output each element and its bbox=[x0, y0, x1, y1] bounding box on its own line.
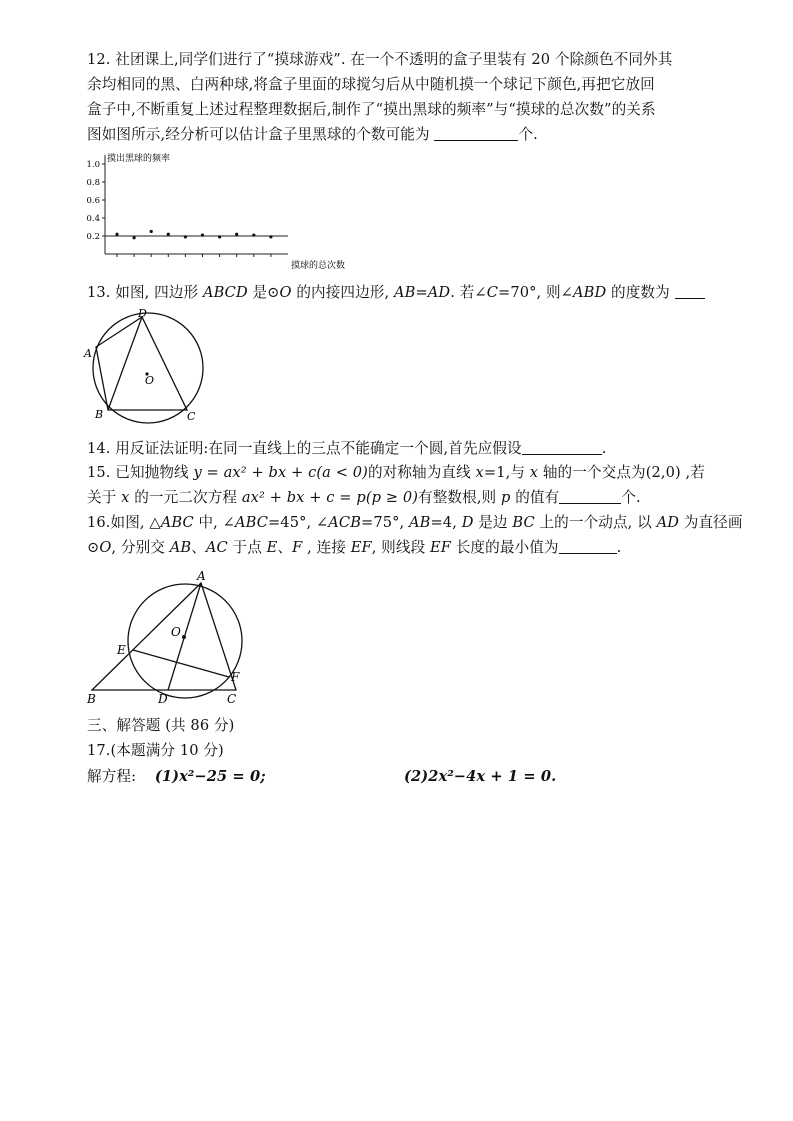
q16-l2f: , 连接 bbox=[302, 539, 351, 556]
quad-abcd bbox=[96, 317, 187, 410]
q13-mid2: 的内接四边形, bbox=[291, 284, 394, 301]
q13-abd: ABD bbox=[573, 284, 607, 301]
label-d-16: D bbox=[158, 692, 168, 706]
q16-ab: AB bbox=[409, 514, 431, 531]
q13-abcd: ABCD bbox=[202, 284, 248, 301]
q13-suffix: 的度数为 bbox=[606, 284, 675, 301]
y-tick-label: 1.0 bbox=[86, 160, 100, 170]
q12-line1: 12. 社团课上,同学们进行了“摸球游戏”. 在一个不透明的盒子里装有 20 个除颜色不同外其 bbox=[87, 51, 673, 68]
q15-l2e: 个. bbox=[621, 489, 641, 506]
label-b-16: B bbox=[87, 692, 96, 706]
q12-line2: 余均相同的黑、白两种球,将盒子里面的球搅匀后从中随机摸一个球记下颜色,再把它放回 bbox=[87, 76, 655, 93]
q15-line2 bbox=[87, 488, 641, 508]
q16-p1: 16.如图, △ bbox=[87, 514, 161, 531]
q16-end: . bbox=[616, 539, 622, 556]
triangle-abc bbox=[92, 583, 236, 690]
data-point bbox=[167, 233, 170, 236]
section-3-heading: 三、解答题 (共 86 分) bbox=[87, 717, 235, 734]
q13-mid4: =70°, 则∠ bbox=[498, 284, 573, 301]
q15-p1: 15. 已知抛物线 bbox=[87, 464, 194, 481]
q13-line bbox=[87, 283, 705, 303]
data-point bbox=[133, 236, 136, 239]
q12-line4-text: 图如图所示,经分析可以估计盒子里黑球的个数可能为 bbox=[87, 126, 435, 143]
chart-ylabel: 摸出黑球的频率 bbox=[107, 154, 171, 164]
q16-abc2: ABC bbox=[234, 514, 268, 531]
q14-text: 14. 用反证法证明:在同一直线上的三点不能确定一个圆,首先应假设 bbox=[87, 440, 522, 457]
figure-16-triangle bbox=[84, 568, 284, 708]
data-point bbox=[150, 230, 153, 233]
q17-equations bbox=[87, 767, 687, 787]
q16-ad: AD bbox=[656, 514, 680, 531]
q16-ab2: AB bbox=[169, 539, 192, 556]
chart-y-ticks bbox=[86, 160, 270, 257]
q15-x2: x bbox=[529, 464, 539, 481]
q14-end: . bbox=[601, 440, 607, 457]
label-c: C bbox=[187, 410, 196, 423]
label-o-16: O bbox=[171, 625, 181, 639]
data-point bbox=[184, 235, 187, 238]
q12-line4 bbox=[87, 125, 538, 145]
data-point bbox=[115, 233, 118, 236]
q16-l2c: 、 bbox=[191, 539, 206, 556]
q17-label: 解方程: bbox=[87, 768, 137, 785]
answer-blank-15[interactable] bbox=[559, 489, 621, 504]
q16-line2 bbox=[87, 538, 621, 558]
q17-header: 17.(本题满分 10 分) bbox=[87, 742, 224, 759]
data-point bbox=[252, 234, 255, 237]
figure-13-circle bbox=[82, 304, 222, 424]
q14-line bbox=[87, 439, 607, 459]
q16-line1 bbox=[87, 513, 743, 533]
q15-eq2: ax² + bx + c = p(p ≥ 0) bbox=[241, 489, 419, 506]
q16-d: D bbox=[461, 514, 474, 531]
q12-line4-end: 个. bbox=[518, 126, 538, 143]
q17-eq2: (2)2x²−4x + 1 = 0. bbox=[404, 768, 557, 785]
data-point bbox=[269, 235, 272, 238]
label-o: O bbox=[145, 374, 155, 387]
q13-cond: AB=AD bbox=[393, 284, 451, 301]
y-tick-label: 0.8 bbox=[86, 178, 100, 188]
q17-eq1: (1)x²−25 = 0; bbox=[154, 768, 266, 785]
q15-line1 bbox=[87, 463, 705, 483]
data-point bbox=[218, 235, 221, 238]
q16-ac: AC bbox=[205, 539, 228, 556]
q15-l2b: 的一元二次方程 bbox=[129, 489, 242, 506]
q16-l2e: 、 bbox=[277, 539, 293, 556]
q15-p3: =1,与 bbox=[483, 464, 530, 481]
y-tick-label: 0.6 bbox=[86, 196, 100, 206]
answer-blank-13[interactable] bbox=[675, 284, 705, 299]
answer-blank-16[interactable] bbox=[559, 539, 617, 554]
label-f-16: F bbox=[231, 670, 240, 684]
frequency-chart bbox=[80, 150, 380, 275]
q16-e: E bbox=[266, 539, 278, 556]
q16-abc: ABC bbox=[160, 514, 194, 531]
q16-l2a: ⊙ bbox=[87, 539, 100, 556]
q16-p2: 中, ∠ bbox=[193, 514, 235, 531]
q13-o: O bbox=[279, 284, 292, 301]
q16-p6: 是边 bbox=[473, 514, 513, 531]
q13-c: C bbox=[486, 284, 498, 301]
q15-eq1: y = ax² + bx + c(a < 0) bbox=[193, 464, 368, 481]
q16-o: O bbox=[99, 539, 112, 556]
q16-l2g: , 则线段 bbox=[371, 539, 431, 556]
segment-ef bbox=[133, 650, 229, 677]
chart-points bbox=[115, 230, 272, 240]
q16-f: F bbox=[292, 539, 303, 556]
q15-p4: 轴的一个交点为(2,0) ,若 bbox=[538, 464, 705, 481]
q15-x: x bbox=[475, 464, 484, 481]
q16-acb: ACB bbox=[328, 514, 362, 531]
q15-l2d: 的值有 bbox=[510, 489, 560, 506]
label-e-16: E bbox=[117, 643, 126, 657]
q15-l2a: 关于 bbox=[87, 489, 122, 506]
center-o-dot-16 bbox=[182, 635, 186, 639]
label-c-16: C bbox=[227, 692, 237, 706]
segment-bd bbox=[108, 317, 142, 410]
q13-prefix: 13. 如图, 四边形 bbox=[87, 284, 203, 301]
chart-xlabel: 摸球的总次数 bbox=[291, 261, 346, 271]
q15-x3: x bbox=[121, 489, 130, 506]
data-point bbox=[235, 233, 238, 236]
q15-l2c: 有整数根,则 bbox=[418, 489, 501, 506]
q13-mid1: 是⊙ bbox=[247, 284, 280, 301]
circle-o-16 bbox=[128, 584, 242, 698]
label-b: B bbox=[95, 408, 104, 421]
label-d: D bbox=[138, 307, 147, 320]
y-tick-label: 0.2 bbox=[86, 232, 100, 242]
q16-bc: BC bbox=[512, 514, 535, 531]
q16-ef: EF bbox=[350, 539, 372, 556]
q16-p3: =45°, ∠ bbox=[267, 514, 329, 531]
data-point bbox=[201, 234, 204, 237]
q16-p8: 为直径画 bbox=[679, 514, 743, 531]
label-a-16: A bbox=[197, 569, 206, 583]
q15-p: p bbox=[501, 489, 511, 506]
answer-blank-12[interactable] bbox=[434, 126, 518, 141]
q13-mid3: . 若∠ bbox=[450, 284, 487, 301]
q16-p7: 上的一个动点, 以 bbox=[534, 514, 657, 531]
q16-l2d: 于点 bbox=[227, 539, 267, 556]
chart-axes bbox=[105, 155, 288, 254]
q16-p5: =4, bbox=[430, 514, 462, 531]
q16-ef2: EF bbox=[430, 539, 451, 556]
q16-p4: =75°, bbox=[361, 514, 410, 531]
y-tick-label: 0.4 bbox=[86, 214, 100, 224]
answer-blank-14[interactable] bbox=[522, 440, 602, 455]
q15-p2: 的对称轴为直线 bbox=[367, 464, 476, 481]
q12-line3: 盒子中,不断重复上述过程整理数据后,制作了“摸出黑球的频率”与“摸球的总次数”的关系 bbox=[87, 101, 656, 118]
q16-l2b: , 分别交 bbox=[111, 539, 170, 556]
q16-l2h: 长度的最小值为 bbox=[451, 539, 559, 556]
label-a: A bbox=[84, 347, 92, 360]
